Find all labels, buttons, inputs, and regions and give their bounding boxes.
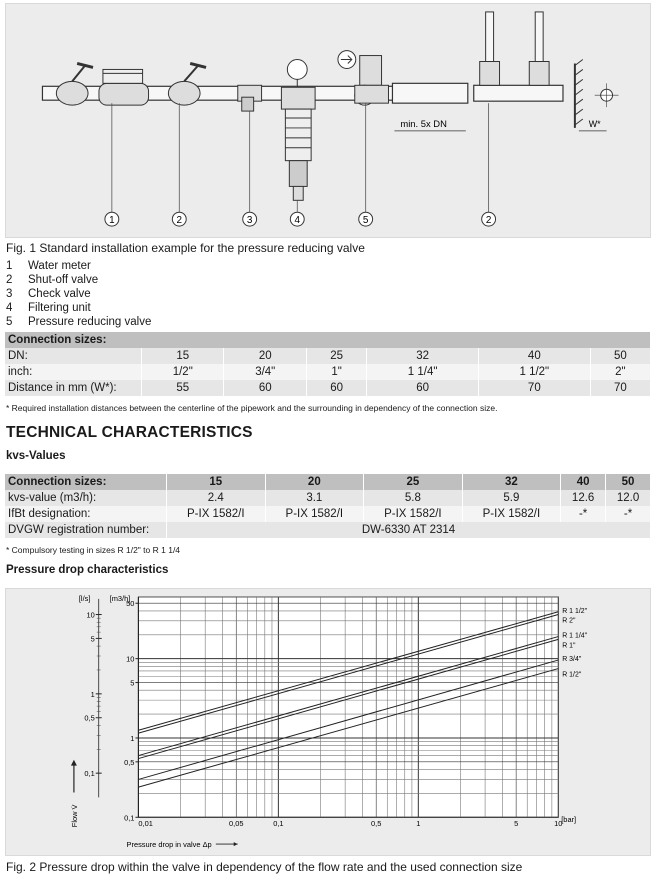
x-axis-label: Pressure drop in valve Δp [126, 840, 212, 850]
water-meter-icon [99, 69, 149, 105]
callout-label: 2 [176, 215, 183, 227]
table-row: kvs-value (m3/h): 2.4 3.1 5.8 5.9 12.6 12.0 [5, 490, 651, 506]
table-row: DVGW registration number: DW-6330 AT 2314 [5, 522, 651, 538]
riser-pipes [480, 12, 549, 85]
pressure-drop-chart [5, 588, 651, 856]
unit-ls-label: [l/s] [78, 593, 91, 603]
x-arrow-head [234, 842, 238, 846]
table-header-row: Connection sizes: 15 20 25 32 40 50 [5, 474, 651, 490]
ls-tick-label: 0,5 [84, 713, 95, 723]
legend-item: 4 Filtering unit [6, 302, 91, 314]
installation-figure [5, 3, 651, 238]
pipe-section [392, 83, 467, 103]
x-tick-label: 5 [514, 819, 519, 829]
callout-markers [105, 212, 496, 226]
ls-tick-label: 0,1 [84, 769, 95, 779]
x-tick-label: 0,5 [371, 819, 382, 829]
technical-table [5, 474, 651, 538]
table-row: inch: 1/2" 3/4" 1" 1 1/4" 1 1/2" 2" [5, 364, 651, 380]
callout-label: 2 [485, 215, 492, 227]
legend-item: 5 Pressure reducing valve [6, 316, 152, 328]
pipe-end [474, 85, 563, 101]
x-tick-label: 0,01 [138, 819, 153, 829]
unit-m3h-label: [m3/h] [109, 593, 131, 603]
ls-tick-label: 5 [90, 634, 95, 644]
installation-drawing [6, 4, 650, 237]
callout-label: 3 [246, 215, 253, 227]
x-tick-label: 0,05 [229, 819, 244, 829]
series-label: R 1 1/2" [562, 607, 588, 615]
filter-unit-icon [281, 60, 315, 201]
testing-footnote: * Compulsory testing in sizes R 1/2" to R 1 1/4 [6, 545, 181, 555]
m3h-tick-label: 10 [126, 654, 135, 664]
unit-bar-label: [bar] [561, 815, 577, 825]
check-valve-icon [238, 85, 262, 111]
fig1-caption: Fig. 1 Standard installation example for the pressure reducing valve [6, 241, 365, 255]
series-label: R 1/2" [562, 671, 582, 679]
pressure-drop-svg [6, 589, 650, 855]
series-label: R 1" [562, 642, 576, 650]
connection-sizes-table [5, 332, 651, 396]
y-arrow-head [71, 760, 77, 766]
fig2-caption: Fig. 2 Pressure drop within the valve in dependency of the flow rate and the used connection size [6, 860, 523, 874]
m3h-tick-label: 0,5 [124, 757, 135, 767]
legend-item: 1 Water meter [6, 260, 91, 272]
callout-label: 1 [109, 215, 115, 227]
series-label: R 2" [562, 617, 576, 625]
min-distance-label: min. 5x DN [400, 117, 447, 129]
callout-label: 4 [294, 215, 301, 227]
legend-item: 3 Check valve [6, 288, 91, 300]
table-header-row [5, 332, 651, 348]
x-tick-label: 0,1 [273, 819, 284, 829]
series-label: R 3/4" [562, 656, 582, 664]
m3h-tick-label: 1 [130, 733, 135, 743]
kvs-title: kvs-Values [6, 450, 66, 462]
distance-footnote: * Required installation distances between the centerline of the pipework and the surrounding in dependency of the connection size. [6, 403, 498, 413]
table-row: Distance in mm (W*): 55 60 60 60 70 70 [5, 380, 651, 396]
series-label: R 1 1/4" [562, 632, 588, 640]
m3h-tick-label: 5 [130, 678, 135, 688]
legend-item: 2 Shut-off valve [6, 274, 99, 286]
w-label: W* [588, 118, 601, 129]
x-tick-label: 1 [416, 819, 421, 829]
y-axis-label: Flow V̇ [69, 804, 79, 828]
table-row: IfBt designation: P-IX 1582/I P-IX 1582/I P-IX 1582/I P-IX 1582/I -* -* [5, 506, 651, 522]
x-tick-label: 10 [554, 819, 563, 829]
pressure-drop-title: Pressure drop characteristics [6, 564, 169, 576]
ls-tick-label: 10 [86, 610, 95, 620]
table-row: DN: 15 20 25 32 40 50 [5, 348, 651, 364]
m3h-tick-label: 50 [126, 599, 135, 609]
ls-tick-label: 1 [90, 689, 95, 699]
table-header: Connection sizes: [5, 332, 651, 348]
m3h-tick-label: 0,1 [124, 813, 135, 823]
callout-label: 5 [362, 215, 369, 227]
component-legend [6, 259, 151, 329]
section-title: TECHNICAL CHARACTERISTICS [6, 424, 253, 441]
